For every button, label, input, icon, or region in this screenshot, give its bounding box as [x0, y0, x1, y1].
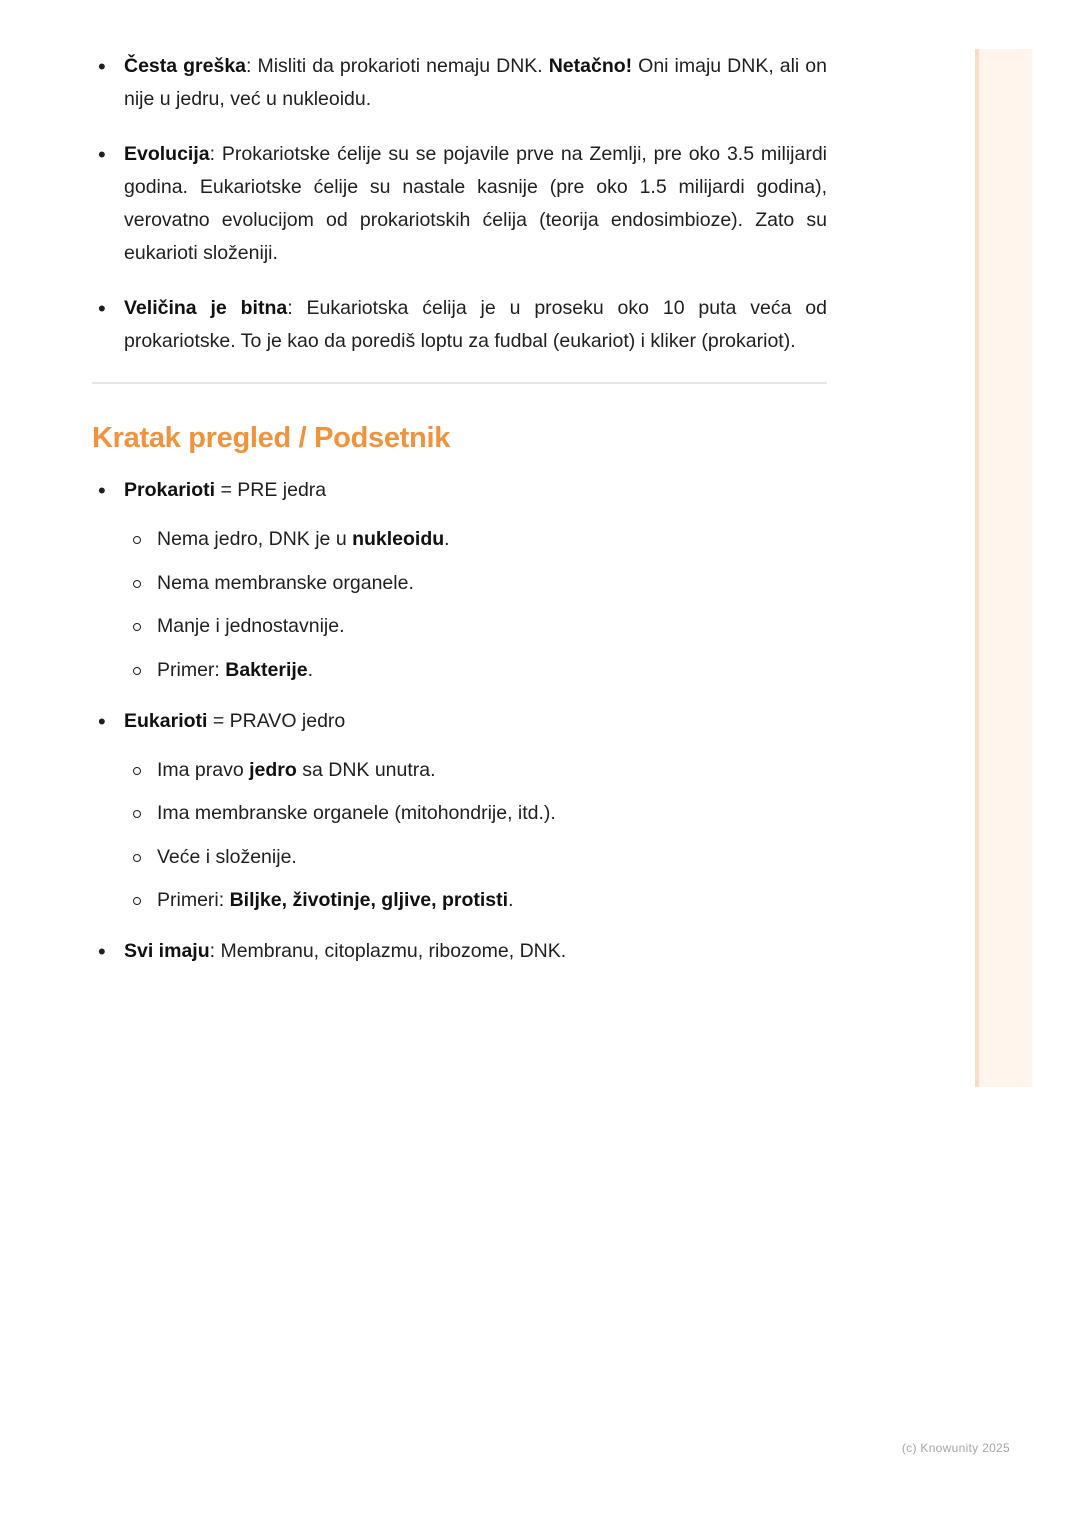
copyright-footer: (c) Knowunity 2025	[901, 1441, 1010, 1455]
list-item: Primeri: Biljke, životinje, gljive, protisti.	[92, 884, 827, 917]
section-divider	[92, 382, 827, 384]
list-item: Ima pravo jedro sa DNK unutra.	[92, 754, 827, 787]
document-content	[92, 50, 827, 986]
list-item: Nema jedro, DNK je u nukleoidu.	[92, 523, 827, 556]
summary-heading: Kratak pregled / Podsetnik	[92, 422, 451, 454]
side-decoration-strip	[975, 49, 1032, 1087]
note-evolution: • Evolucija: Prokariotske ćelije su se pojavile prve na Zemlji, pre oko 3.5 milijardi godina. Eukariotske ćelije su nastale kasnije (pre oko 1.5 milijardi godina), verovatno evolucijom od prokariotskih ćelija (teorija endosimbioze). Zato su eukarioti složeniji.	[92, 138, 827, 270]
list-item: Manje i jednostavnije.	[92, 610, 827, 643]
summary-item-eukarioti: • Eukarioti = PRAVO jedro Ima pravo jedro sa DNK unutra. Ima membranske organele (mitohondrije, itd.). Veće i složenije. Primeri: Biljke, životinje, gljive, protisti.	[92, 705, 827, 918]
list-item: Nema membranske organele.	[92, 567, 827, 600]
note-size: • Veličina je bitna: Eukariotska ćelija je u proseku oko 10 puta veća od prokariotske. To je kao da porediš loptu za fudbal (eukariot) i kliker (prokariot).	[92, 292, 827, 358]
prokarioti-sublist	[92, 523, 827, 687]
note-common-mistake: • Česta greška: Misliti da prokarioti nemaju DNK. Netačno! Oni imaju DNK, ali on nije u jedru, već u nukleoidu.	[92, 50, 827, 116]
eukarioti-sublist	[92, 754, 827, 918]
summary-list	[92, 474, 827, 968]
summary-item-svi: • Svi imaju: Membranu, citoplazmu, ribozome, DNK.	[92, 935, 827, 968]
summary-item-prokarioti: • Prokarioti = PRE jedra Nema jedro, DNK je u nukleoidu. Nema membranske organele. Manje i jednostavnije. Primer: Bakterije.	[92, 474, 827, 687]
list-item: Primer: Bakterije.	[92, 654, 827, 687]
note-term: Veličina je bitna	[124, 297, 288, 319]
list-item: Veće i složenije.	[92, 841, 827, 874]
note-emphasis: Netačno!	[548, 55, 633, 77]
note-term: Evolucija	[124, 143, 210, 165]
note-term: Česta greška	[124, 55, 247, 77]
list-item: Ima membranske organele (mitohondrije, itd.).	[92, 797, 827, 830]
notes-list	[92, 50, 827, 358]
